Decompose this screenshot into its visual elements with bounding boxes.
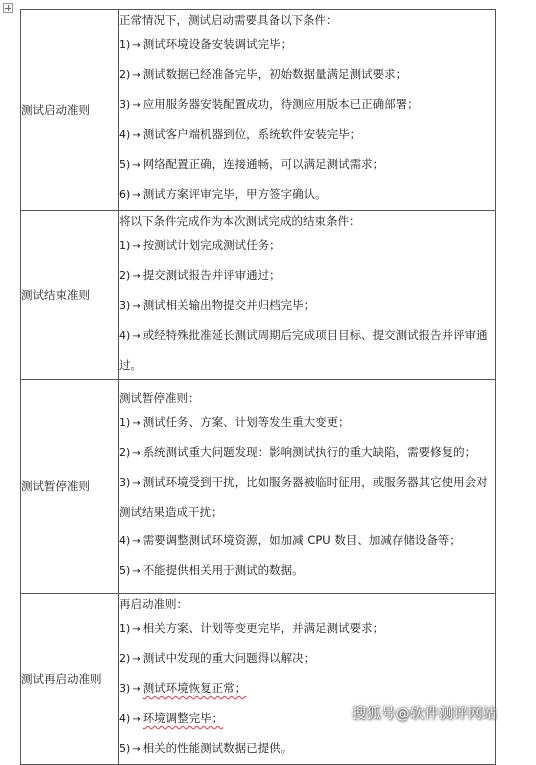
arrow-icon: →	[132, 40, 141, 51]
list-item: 2) → 系统测试重大问题发现：影响测试执行的重大缺陷，需要修复的；	[119, 444, 477, 459]
arrow-icon: →	[132, 70, 141, 81]
list-item: 2) → 测试中发现的重大问题得以解决；	[119, 651, 316, 665]
list-item: 5) → 相关的性能测试数据已提供。	[119, 741, 293, 755]
table-row	[21, 10, 496, 211]
arrow-icon: →	[132, 565, 141, 577]
arrow-icon: →	[132, 535, 141, 547]
spellcheck-underlined-text: 测试环境恢复正常；	[142, 681, 247, 695]
list-item: 5) → 网络配置正确，连接通畅，可以满足测试需求；	[119, 157, 385, 171]
arrow-icon: →	[132, 331, 141, 342]
table-row	[21, 380, 496, 594]
list-item: 5) → 不能提供相关用于测试的数据。	[119, 562, 304, 577]
list-item: 3) → 应用服务器安装配置成功，待测应用版本已正确部署；	[119, 97, 419, 111]
arrow-icon: →	[132, 684, 141, 695]
arrow-icon: →	[132, 624, 141, 635]
arrow-icon: →	[132, 417, 141, 429]
list-item: 4) → 环境调整完毕；	[119, 711, 224, 725]
list-item: 3) → 测试相关输出物提交并归档完毕；	[119, 298, 316, 312]
list-item: 4) → 或经特殊批准延长测试周期后完成项目目标、提交测试报告并评审通过。	[119, 328, 488, 372]
list-item: 3) → 测试环境受到干扰，比如服务器被临时征用，或服务器其它使用会对测试结果造成干扰；	[119, 474, 488, 519]
arrow-icon: →	[132, 301, 141, 312]
row-intro: 将以下条件完成作为本次测试完成的结束条件：	[119, 214, 361, 228]
list-item: 2) → 提交测试报告并评审通过；	[119, 268, 281, 282]
list-item: 2) → 测试数据已经准备完毕，初始数据量满足测试要求；	[119, 67, 408, 81]
row-label: 测试暂停准则	[21, 380, 119, 594]
table-move-handle-icon[interactable]	[3, 3, 13, 13]
watermark: 搜狐号@软件测评网站	[352, 706, 497, 722]
row-content	[119, 211, 496, 380]
row-label: 测试再启动准则	[21, 594, 119, 765]
table-row	[21, 211, 496, 380]
arrow-icon: →	[132, 654, 141, 665]
row-content	[119, 594, 496, 765]
arrow-icon: →	[132, 100, 141, 111]
table-row	[21, 594, 496, 765]
arrow-icon: →	[132, 160, 141, 171]
row-intro: 测试暂停准则：	[119, 390, 200, 405]
arrow-icon: →	[132, 241, 141, 252]
row-label: 测试启动准则	[21, 10, 119, 211]
list-item: 1) → 相关方案、计划等变更完毕，并满足测试要求；	[119, 621, 385, 635]
test-criteria-table	[20, 9, 496, 765]
list-item: 6) → 测试方案评审完毕，甲方签字确认。	[119, 187, 327, 201]
row-content	[119, 10, 496, 211]
arrow-icon: →	[132, 447, 141, 459]
arrow-icon: →	[132, 744, 141, 755]
list-item: 3) → 测试环境恢复正常；	[119, 681, 247, 695]
arrow-icon: →	[132, 477, 141, 489]
list-item: 4) → 测试客户端机器到位，系统软件安装完毕；	[119, 127, 362, 141]
arrow-icon: →	[132, 190, 141, 201]
row-content	[119, 380, 496, 594]
row-intro: 再启动准则：	[119, 597, 188, 611]
arrow-icon: →	[132, 271, 141, 282]
row-label: 测试结束准则	[21, 211, 119, 380]
list-item: 4) → 需要调整测试环境资源，如加减 CPU 数目、加减存储设备等；	[119, 532, 461, 547]
list-item: 1) → 测试环境设备安装调试完毕；	[119, 37, 293, 51]
list-item: 1) → 按测试计划完成测试任务；	[119, 238, 281, 252]
spellcheck-underlined-text: 环境调整完毕；	[142, 711, 224, 725]
row-intro: 正常情况下，测试启动需要具备以下条件：	[119, 13, 338, 27]
arrow-icon: →	[132, 714, 141, 725]
arrow-icon: →	[132, 130, 141, 141]
list-item: 1) → 测试任务、方案、计划等发生重大变更；	[119, 414, 350, 429]
